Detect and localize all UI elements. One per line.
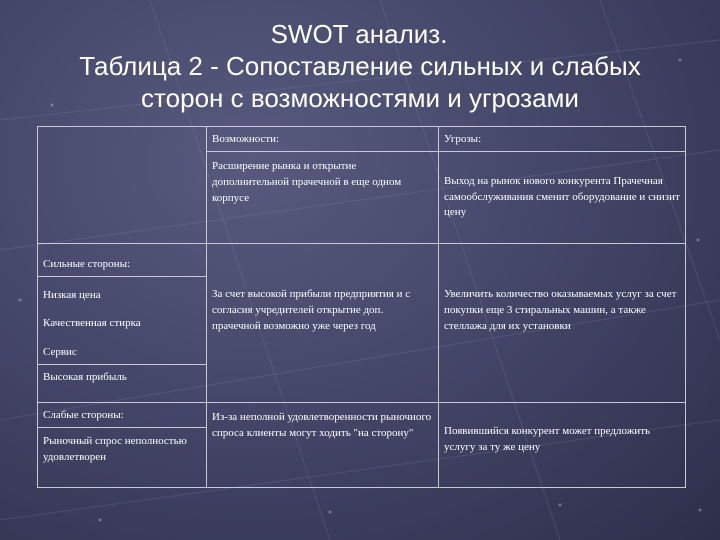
weaknesses-header: Слабые стороны: xyxy=(43,409,124,421)
weaknesses-opportunities-text: Из-за неполной удовлетворенности рыночного спроса клиенты могут ходить "на сторону" xyxy=(212,411,432,439)
strength-cell xyxy=(38,277,207,308)
weaknesses-opportunities-cell xyxy=(207,403,439,488)
opportunity-text: Расширение рынка и открытие дополнительной прачечной в еще одном корпусе xyxy=(212,160,402,204)
threats-header-cell xyxy=(439,127,686,152)
threats-header: Угрозы: xyxy=(444,133,482,145)
swot-table xyxy=(37,126,686,488)
threat-text: Выход на рынок нового конкурента Прачечная самообслуживания сменит оборудование и снизит цену xyxy=(444,175,680,218)
title-line-2: Таблица 2 - Сопоставление сильных и слабых xyxy=(79,51,641,81)
strength-item: Качественная стирка xyxy=(43,317,141,329)
strength-item: Низкая цена xyxy=(43,289,101,301)
strength-item: Сервис xyxy=(43,346,77,358)
title-line-3: сторон с возможностями и угрозами xyxy=(141,83,579,113)
strengths-threats-text: Увеличить количество оказываемых услуг за счет покупки еще 3 стиральных машин, а также стеллажа для их установки xyxy=(444,288,677,332)
slide-title xyxy=(0,18,720,114)
opportunity-cell xyxy=(207,152,439,244)
strengths-opportunities-text: За счет высокой прибыли предприятия и с согласия учредителей открытие доп. прачечной возможно уже через год xyxy=(212,288,411,332)
opportunities-header-cell xyxy=(207,127,439,152)
strength-cell xyxy=(38,336,207,365)
strengths-header-cell xyxy=(38,244,207,277)
weakness-item: Рыночный спрос неполностью удовлетворен xyxy=(43,435,187,463)
opportunities-header: Возможности: xyxy=(212,133,280,145)
strengths-threats-cell xyxy=(439,244,686,403)
strength-item: Высокая прибыль xyxy=(43,371,127,383)
weaknesses-header-cell xyxy=(38,403,207,428)
weakness-cell xyxy=(38,428,207,488)
weaknesses-threats-cell xyxy=(439,403,686,488)
weaknesses-threats-text: Появившийся конкурент может предложить услугу за ту же цену xyxy=(444,425,651,453)
strengths-opportunities-cell xyxy=(207,244,439,403)
title-line-1: SWOT анализ. xyxy=(270,19,448,49)
strength-cell xyxy=(38,365,207,403)
empty-corner-cell xyxy=(38,127,207,244)
strength-cell xyxy=(38,307,207,336)
threat-cell xyxy=(439,152,686,244)
strengths-header: Сильные стороны: xyxy=(43,258,131,270)
